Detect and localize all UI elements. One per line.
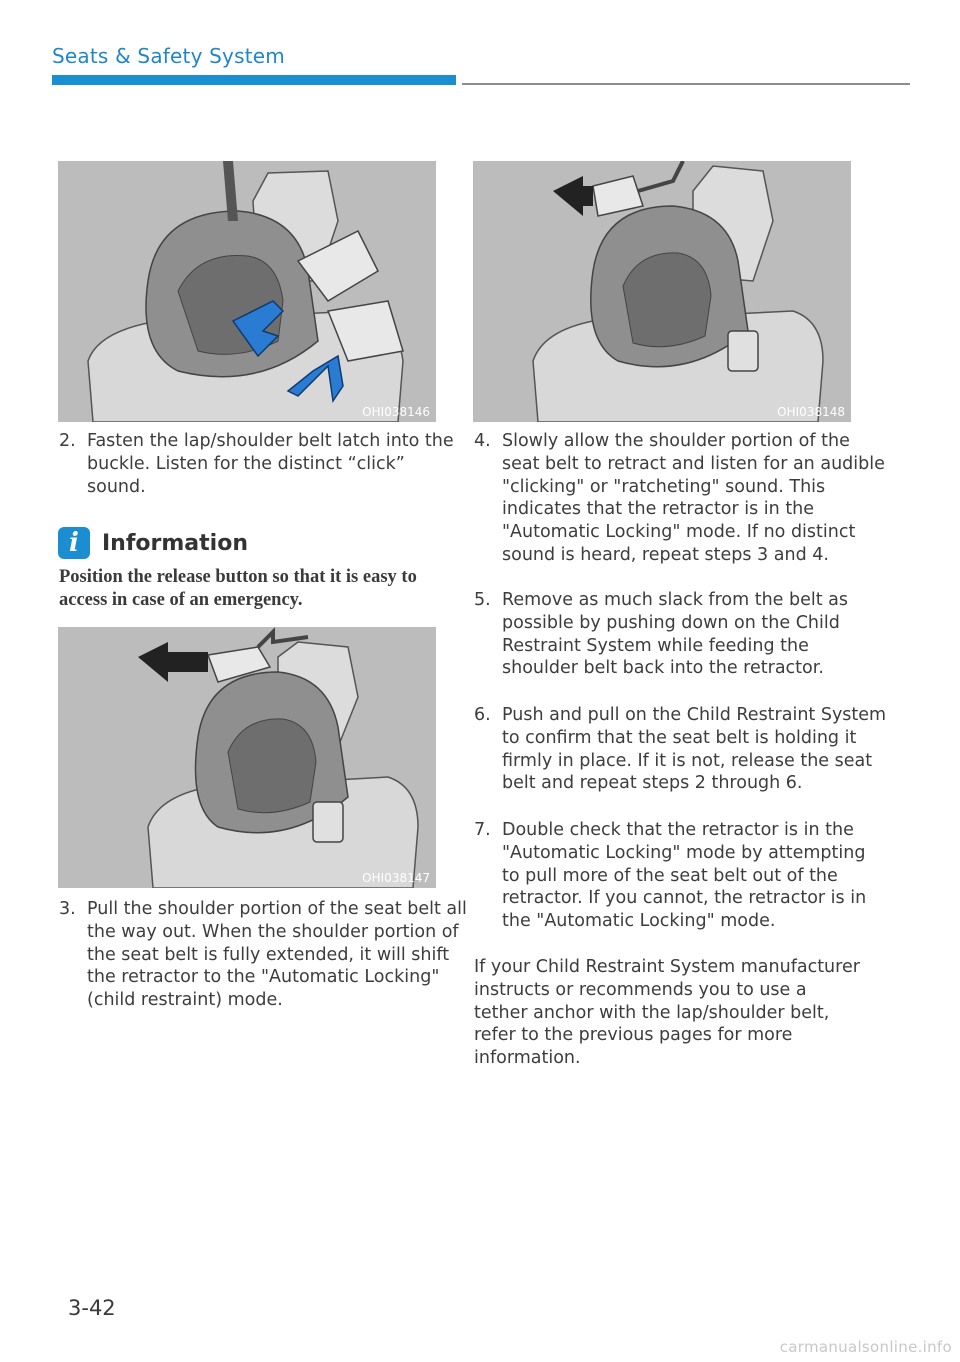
figure-retract-belt bbox=[473, 161, 851, 422]
information-body: Position the release button so that it is easy to access in case of an emergency. bbox=[59, 567, 417, 610]
page-number: 3-42 bbox=[68, 1296, 116, 1320]
step-text: Pull the shoulder portion of the seat belt all the way out. When the shoulder portion of the seat belt is fully extended, it will shift the retractor to the "Automatic Locking" (child restraint) mode. bbox=[87, 899, 467, 1011]
step-text: Double check that the retractor is in the "Automatic Locking" mode by attempting to pull more of the seat belt out of the retractor. If you cannot, the retractor is in the "Automatic Locking" mode. bbox=[502, 820, 867, 932]
figure-fasten-buckle bbox=[58, 161, 436, 422]
step-number: 7. bbox=[474, 820, 491, 840]
header-rule-grey bbox=[462, 83, 910, 85]
step-7 bbox=[474, 819, 888, 933]
step-number: 4. bbox=[474, 431, 491, 451]
step-number: 3. bbox=[59, 899, 76, 919]
step-number: 5. bbox=[474, 590, 491, 610]
step-text: Remove as much slack from the belt as possible by pushing down on the Child Restraint System while feeding the shoulder belt back into the retractor. bbox=[502, 590, 848, 679]
step-2 bbox=[59, 430, 467, 498]
watermark: carmanualsonline.info bbox=[779, 1338, 952, 1356]
step-5 bbox=[474, 589, 888, 680]
figure-code: OHI038147 bbox=[362, 871, 430, 885]
step-text: Slowly allow the shoulder portion of the seat belt to retract and listen for an audible "clicking" or "ratcheting" sound. This indicates that the retractor is in the "Automatic Locking" mode. If no distinct sound is heard, repeat steps 3 and 4. bbox=[502, 431, 885, 565]
step-text: Push and pull on the Child Restraint System to confirm that the seat belt is holding it firmly in place. If it is not, release the seat belt and repeat steps 2 through 6. bbox=[502, 705, 887, 794]
step-6 bbox=[474, 704, 888, 795]
step-4 bbox=[474, 430, 888, 567]
step-number: 6. bbox=[474, 705, 491, 725]
closing-paragraph: If your Child Restraint System manufacturer instructs or recommends you to use a tether anchor with the lap/shoulder belt, refer to the previous pages for more information. bbox=[474, 957, 860, 1069]
information-icon: i bbox=[58, 527, 90, 559]
header-rule-blue bbox=[52, 75, 456, 85]
figure-code: OHI038146 bbox=[362, 405, 430, 419]
information-title: Information bbox=[102, 530, 248, 556]
car-seat-illustration-1 bbox=[58, 161, 436, 422]
step-text: Fasten the lap/shoulder belt latch into the buckle. Listen for the distinct “click” sound. bbox=[87, 431, 454, 497]
car-seat-illustration-3 bbox=[473, 161, 851, 422]
car-seat-illustration-2 bbox=[58, 627, 436, 888]
section-title: Seats & Safety System bbox=[52, 44, 285, 68]
figure-code: OHI038148 bbox=[777, 405, 845, 419]
figure-pull-shoulder-belt bbox=[58, 627, 436, 888]
step-number: 2. bbox=[59, 431, 76, 451]
information-heading bbox=[58, 527, 248, 559]
step-3 bbox=[59, 898, 467, 1012]
